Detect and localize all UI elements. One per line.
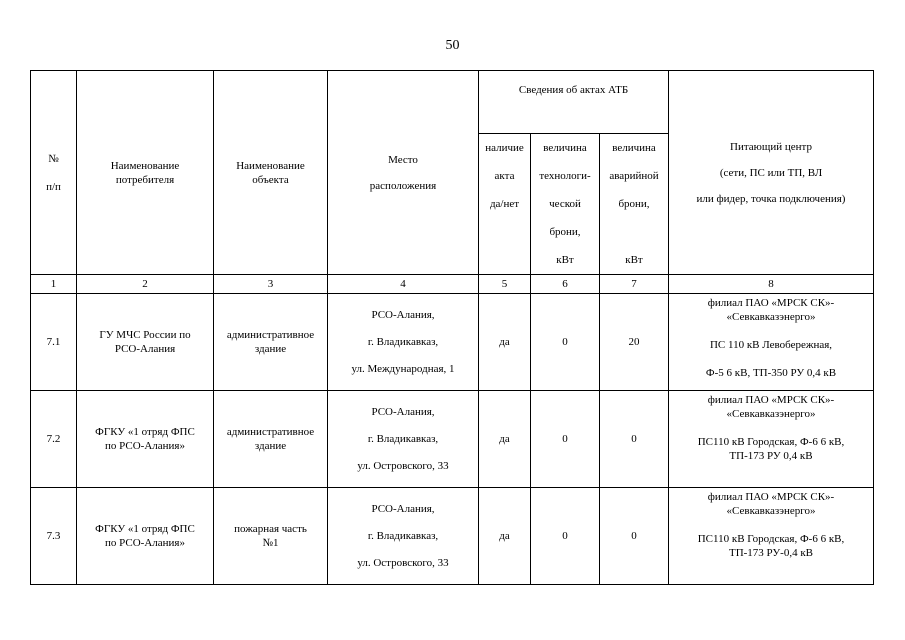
act-presence: да: [479, 294, 531, 391]
header-col-act: наличие акта да/нет: [479, 134, 531, 275]
column-number: 1: [31, 275, 77, 294]
row-number: 7.1: [31, 294, 77, 391]
tech-reserve: 0: [531, 488, 600, 585]
emergency-reserve: 0: [600, 488, 669, 585]
column-number: 6: [531, 275, 600, 294]
header-row-top: [31, 71, 874, 134]
power-center: филиал ПАО «МРСК СК»- «Севкавказэнерго» ПС110 кВ Городская, Ф-6 6 кВ, ТП-173 РУ-0,4 кВ: [669, 488, 874, 585]
column-numbers-row: [31, 275, 874, 294]
consumer-name: ГУ МЧС России по РСО-Алания: [77, 294, 214, 391]
location: РСО-Алания, г. Владикавказ, ул. Международная, 1: [328, 294, 479, 391]
act-presence: да: [479, 391, 531, 488]
header-col-feeder: Питающий центр (сети, ПС или ТП, ВЛ или фидер, точка подключения): [669, 71, 874, 275]
power-center: филиал ПАО «МРСК СК»- «Севкавказэнерго» ПС 110 кВ Левобережная, Ф-5 6 кВ, ТП-350 РУ 0,4 кВ: [669, 294, 874, 391]
location: РСО-Алания, г. Владикавказ, ул. Островского, 33: [328, 488, 479, 585]
header-col-object: Наименование объекта: [214, 71, 328, 275]
column-number: 4: [328, 275, 479, 294]
column-number: 5: [479, 275, 531, 294]
power-center: филиал ПАО «МРСК СК»- «Севкавказэнерго» ПС110 кВ Городская, Ф-6 6 кВ, ТП-173 РУ 0,4 кВ: [669, 391, 874, 488]
header-col-tech: величина технологи- ческой брони, кВт: [531, 134, 600, 275]
table-row: [31, 391, 874, 488]
consumer-name: ФГКУ «1 отряд ФПС по РСО-Алания»: [77, 488, 214, 585]
row-number: 7.3: [31, 488, 77, 585]
header-group-atb: Сведения об актах АТБ: [479, 71, 669, 134]
column-number: 2: [77, 275, 214, 294]
consumer-name: ФГКУ «1 отряд ФПС по РСО-Алания»: [77, 391, 214, 488]
table-row: [31, 294, 874, 391]
atb-table: [30, 70, 874, 585]
header-col-consumer: Наименование потребителя: [77, 71, 214, 275]
page-number: 50: [445, 38, 460, 53]
column-number: 7: [600, 275, 669, 294]
table-row: [31, 488, 874, 585]
header-col-num: № п/п: [31, 71, 77, 275]
tech-reserve: 0: [531, 391, 600, 488]
object-name: пожарная часть №1: [214, 488, 328, 585]
column-number: 8: [669, 275, 874, 294]
emergency-reserve: 20: [600, 294, 669, 391]
tech-reserve: 0: [531, 294, 600, 391]
object-name: административное здание: [214, 391, 328, 488]
act-presence: да: [479, 488, 531, 585]
location: РСО-Алания, г. Владикавказ, ул. Островского, 33: [328, 391, 479, 488]
emergency-reserve: 0: [600, 391, 669, 488]
header-col-location: Место расположения: [328, 71, 479, 275]
object-name: административное здание: [214, 294, 328, 391]
column-number: 3: [214, 275, 328, 294]
row-number: 7.2: [31, 391, 77, 488]
header-col-emerg: величина аварийной брони, кВт: [600, 134, 669, 275]
